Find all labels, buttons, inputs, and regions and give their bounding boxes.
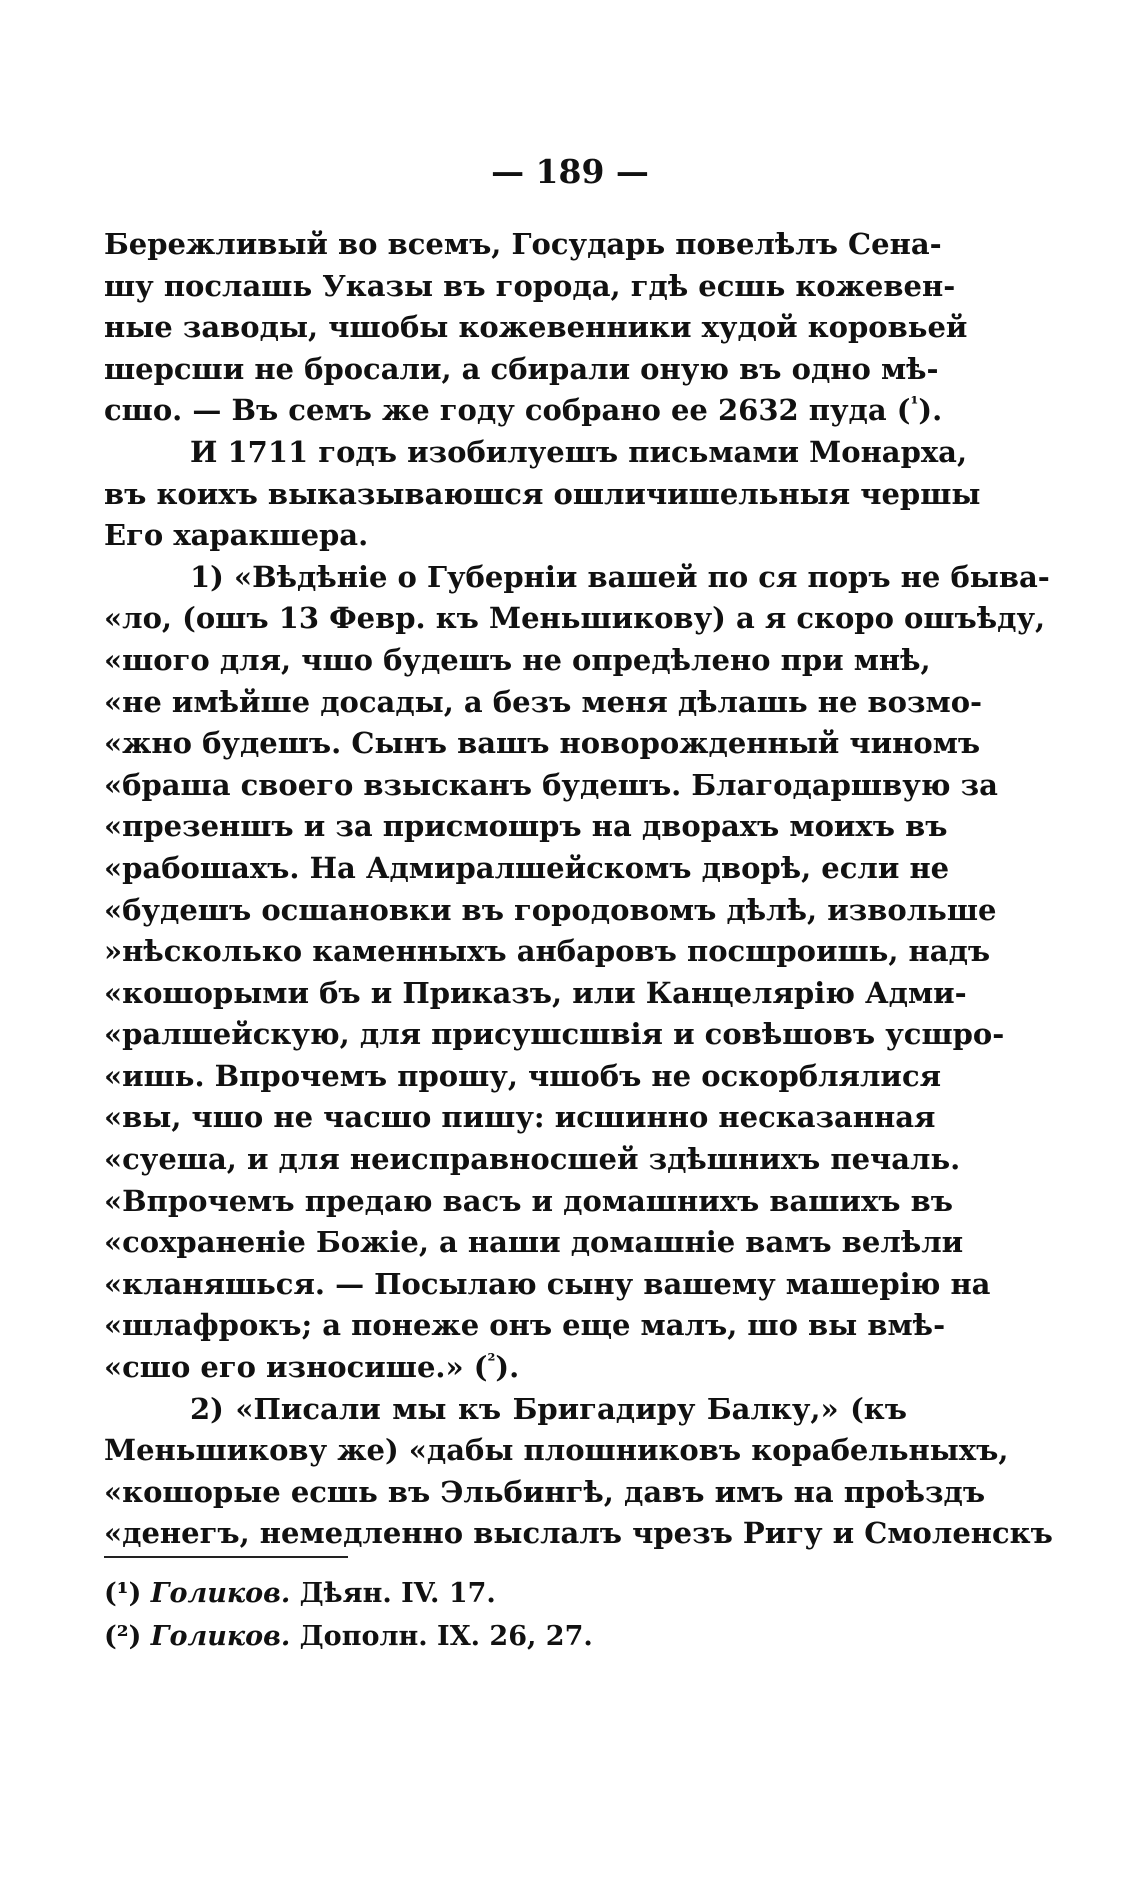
text-line: Его харакшера. xyxy=(104,518,369,553)
text-line: «ло, (ошъ 13 Февр. къ Меньшикову) а я скоро ошъѣду, xyxy=(104,601,1046,636)
footnote-text: Дѣян. IV. 17. xyxy=(299,1578,496,1609)
text-line: Бережливый во всемъ, Государь повелѣлъ Сена- xyxy=(104,227,942,261)
text-line: «не имѣйше досады, а безъ меня дѣлашь не возмо- xyxy=(104,684,983,719)
text-line: «сохраненіе Божіе, а наши домашніе вамъ велѣли xyxy=(104,1225,964,1260)
footnote-mark: (²) xyxy=(104,1621,142,1652)
text-line: «суеша, и для неисправносшей здѣшнихъ печаль. xyxy=(104,1142,961,1177)
text-line: «кошорыми бъ и Приказъ, или Канцелярію Адми- xyxy=(104,975,967,1010)
text-line: И 1711 годъ изобилуешъ письмами Монарха, xyxy=(190,434,968,469)
text-line-with-ref xyxy=(104,1347,907,1389)
footnotes xyxy=(104,1572,904,1658)
page-number: — 189 — xyxy=(491,152,649,191)
text-line-with-ref xyxy=(104,390,943,432)
text-line: «браша своего взысканъ будешъ. Благодаршвую за xyxy=(104,767,998,802)
body-text xyxy=(104,224,1053,1555)
footnote-author: Голиков. xyxy=(150,1621,291,1652)
text-line: «шлафрокъ; а понеже онъ еще малъ, шо вы вмѣ- xyxy=(104,1308,946,1343)
text-line: Меньшикову же) «дабы плошниковъ корабельныхъ, xyxy=(104,1433,1009,1468)
text-line: «кошорые есшь въ Эльбингѣ, давъ имъ на проѣздъ xyxy=(104,1474,986,1509)
text-line: »нѣсколько каменныхъ анбаровъ посшроишь, надъ xyxy=(104,934,991,969)
footnote-ref-close: ). xyxy=(918,393,943,428)
text-line: «жно будешъ. Сынъ вашъ новорожденный чиномъ xyxy=(104,726,981,761)
footnote-author: Голиков. xyxy=(150,1578,291,1609)
text-line: «ишь. Впрочемъ прошу, чшобъ не оскорблялися xyxy=(104,1058,942,1093)
footnote xyxy=(104,1615,904,1658)
text-line: 1) «Вѣдѣніе о Губерніи вашей по ся поръ не быва- xyxy=(190,559,1050,594)
footnote-text: Дополн. IX. 26, 27. xyxy=(299,1621,593,1652)
footnote-ref: ¹ xyxy=(910,393,919,415)
footnote-divider xyxy=(104,1556,348,1558)
text-line: «ралшейскую, для присушсшвія и совѣшовъ усшро- xyxy=(104,1017,1005,1052)
text-line: «кланяшься. — Посылаю сыну вашему машерію на xyxy=(104,1266,991,1301)
footnote xyxy=(104,1572,904,1615)
text-line: ные заводы, чшобы кожевенники худой коровьей xyxy=(104,310,968,345)
text-line: шерсши не бросали, а сбирали оную въ одно мѣ- xyxy=(104,351,939,386)
footnote-ref: ² xyxy=(487,1350,496,1372)
text-line-part: сшо. — Въ семъ же году собрано ее 2632 пуда ( xyxy=(104,393,911,428)
text-line: «денегъ, немедленно выслалъ чрезъ Ригу и Смоленскъ xyxy=(104,1516,1053,1551)
text-line: 2) «Писали мы къ Бригадиру Балку,» (къ xyxy=(190,1391,907,1426)
text-line-part: «сшо его износише.» ( xyxy=(104,1350,488,1385)
text-line: «шого для, чшо будешъ не опредѣлено при мнѣ, xyxy=(104,642,931,677)
footnote-ref-close: ). xyxy=(495,1350,520,1385)
text-line: шу послашь Указы въ города, гдѣ есшь кожевен- xyxy=(104,268,956,303)
text-line: «вы, чшо не часшо пишу: исшинно несказанная xyxy=(104,1100,936,1135)
text-line: «презеншъ и за присмошръ на дворахъ моихъ въ xyxy=(104,809,948,844)
text-line: «рабошахъ. На Адмиралшейскомъ дворѣ, если не xyxy=(104,850,950,885)
footnote-mark: (¹) xyxy=(104,1578,142,1609)
text-line: «Впрочемъ предаю васъ и домашнихъ вашихъ въ xyxy=(104,1183,953,1218)
text-line: «будешъ осшановки въ городовомъ дѣлѣ, извольше xyxy=(104,892,997,927)
text-line: въ коихъ выказываюшся ошличишельныя чершы xyxy=(104,476,981,511)
